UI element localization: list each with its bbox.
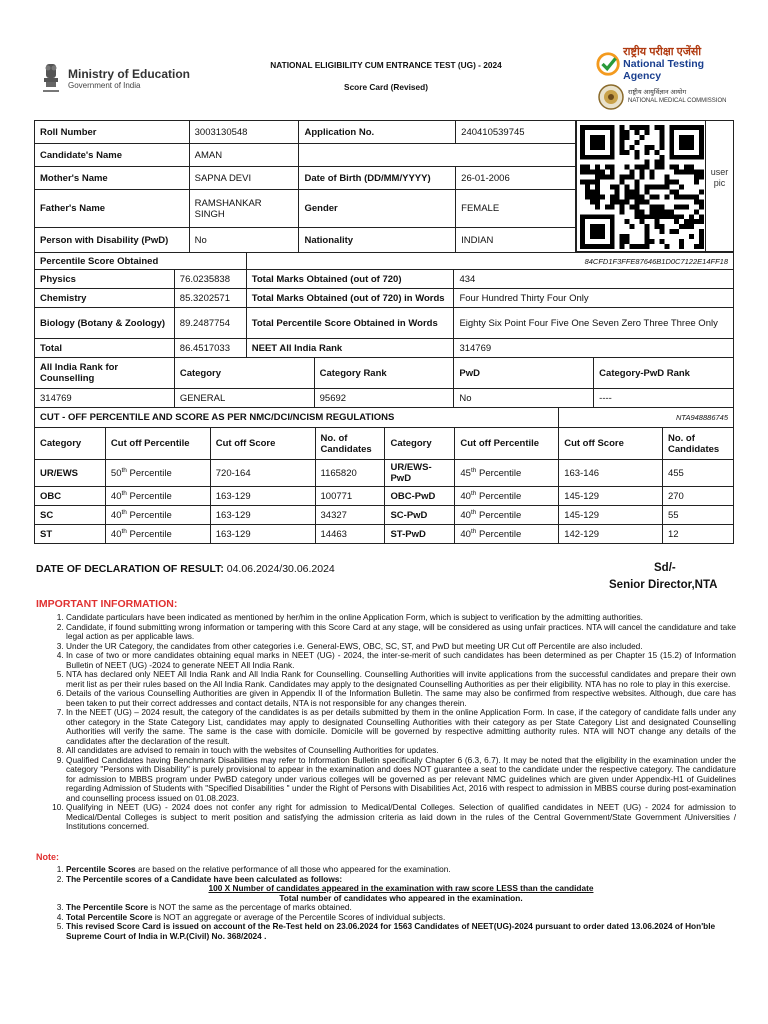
cutoff-category: UR/EWS bbox=[35, 460, 106, 487]
cutoff-count: 270 bbox=[662, 487, 733, 506]
nationality-label: Nationality bbox=[299, 228, 456, 253]
cutoff-category: SC bbox=[35, 506, 106, 525]
important-item: 4. In case of two or more candidates obtaining equal marks in NEET (UG) - 2024, the inter-se-merit of such candidates has been determined as per Chapter 15 (15.2) of Information Bulletin of NEET (UG) -2024 to generate NEET All India Rank. bbox=[66, 651, 736, 670]
qr-code bbox=[576, 120, 706, 252]
percentile-section-label: Percentile Score Obtained bbox=[35, 253, 247, 270]
declaration-date: 04.06.2024/30.06.2024 bbox=[226, 563, 335, 575]
cutoff-percentile-number: 40 bbox=[110, 510, 122, 522]
nmc-english: NATIONAL MEDICAL COMMISSION bbox=[628, 98, 727, 104]
physics-label: Physics bbox=[35, 270, 175, 289]
important-item: 9. Qualified Candidates having Benchmark Disabilities may refer to Information Bulletin specifically Chapter 6 (6.3, 6.7). It may be noted that the eligibility in the examination under the category "Persons with Disability" is purely provisional to appear in the examination and does NOT guarantee a seat to the candidate under the respective category. The candidature for admission to MBBS program under PwBD category under various colleges will be governed as per relevant NMC guidelines which are given under Appendix-H1 of Guidelines regarding Admission of Students with "Specified Disabilities " under the Right of Persons with Disabilities Act, 2016 with respect to admission in MBBS course during post-examination and counselling process issued on 01.08.2023. bbox=[66, 756, 736, 804]
father-label: Father's Name bbox=[35, 190, 190, 228]
note-bold: Total Percentile Score bbox=[66, 911, 153, 922]
note-title: Note: bbox=[36, 852, 59, 862]
page-subtitle: Score Card (Revised) bbox=[344, 82, 428, 92]
important-item: 5. NTA has declared only NEET All India Rank and All India Rank for Counselling. Counselling Authorities will invite applications from the successful candidates and prepare their own merit list as per their rules based on the All India Rank. Candidates may apply to the designated Counselling Authorities as per their eligibility. NTA has no role to play in this exercise. bbox=[66, 670, 736, 689]
total-value: 86.4517033 bbox=[174, 339, 246, 358]
cutoff-percentile-word: Percentile bbox=[126, 468, 172, 480]
note-bold: This revised Score Card is issued on account of the Re-Test held on 23.06.2024 for 1563 Candidates of NEET(UG)-2024 pursuant to order dated 13.06.2024 of Hon'ble Supreme Court of India in W.P.(Civil) No. 368/2024 . bbox=[66, 921, 716, 941]
father-value: RAMSHANKAR SINGH bbox=[189, 190, 299, 228]
cutoff-percentile-word: Percentile bbox=[126, 529, 172, 541]
signatory-designation: Senior Director,NTA bbox=[609, 579, 718, 591]
cutoff-percentile bbox=[455, 460, 559, 487]
cutoff-percentile-number: 40 bbox=[110, 529, 122, 541]
cutoff-percentile-suffix: th bbox=[470, 489, 477, 497]
ministry-name: Ministry of Education bbox=[68, 66, 191, 81]
rank-value-pwd: No bbox=[454, 389, 594, 408]
header bbox=[36, 44, 736, 114]
marks-label: Total Marks Obtained (out of 720) bbox=[246, 270, 454, 289]
cutoff-percentile-suffix: th bbox=[470, 527, 477, 535]
cutoff-count: 100771 bbox=[315, 487, 385, 506]
cutoff-percentile-word: Percentile bbox=[476, 510, 522, 522]
cutoff-percentile bbox=[105, 487, 210, 506]
rank-value-category: GENERAL bbox=[174, 389, 314, 408]
note-text: are based on the relative performance of all those who appeared for the examination. bbox=[135, 864, 451, 874]
gender-label: Gender bbox=[299, 190, 456, 228]
air-value: 314769 bbox=[454, 339, 734, 358]
cutoff-category: OBC bbox=[35, 487, 106, 506]
percentile-formula bbox=[66, 884, 736, 903]
marks-value: 434 bbox=[454, 270, 734, 289]
declaration bbox=[36, 563, 335, 575]
nta-check-icon bbox=[596, 51, 620, 77]
note-text: is NOT an aggregate or average of the Percentile Scores of individual subjects. bbox=[152, 911, 446, 922]
rank-header-air: All India Rank for Counselling bbox=[35, 358, 175, 389]
nmc-logo bbox=[598, 84, 726, 110]
cutoff-count: 455 bbox=[662, 460, 733, 487]
note-bold: Percentile Scores bbox=[66, 864, 136, 874]
dob-value: 26-01-2006 bbox=[456, 167, 576, 190]
govt-name: Government of India bbox=[68, 80, 141, 90]
important-list bbox=[36, 613, 736, 832]
cutoff-percentile-suffix: th bbox=[470, 466, 477, 474]
cutoff-title: CUT - OFF PERCENTILE AND SCORE AS PER NMC/DCI/NCISM REGULATIONS bbox=[35, 408, 559, 428]
formula-denominator: Total number of candidates who appeared in the examination. bbox=[279, 892, 523, 903]
cutoff-header: Cut off Percentile bbox=[105, 428, 210, 460]
formula-numerator: 100 X Number of candidates appeared in the examination with raw score LESS than the candidate bbox=[208, 883, 594, 893]
nmc-seal-icon bbox=[598, 84, 624, 110]
cutoff-score: 163-129 bbox=[210, 487, 315, 506]
mother-label: Mother's Name bbox=[35, 167, 190, 190]
cutoff-header: No. of Candidates bbox=[662, 428, 733, 460]
important-item: 8. All candidates are advised to remain in touch with the websites of Counselling Authorities for updates. bbox=[66, 746, 736, 756]
chemistry-value: 85.3202571 bbox=[174, 289, 246, 308]
important-title: IMPORTANT INFORMATION: bbox=[36, 598, 178, 610]
notes-list bbox=[36, 865, 736, 941]
cutoff-count: 34327 bbox=[315, 506, 385, 525]
biology-label: Biology (Botany & Zoology) bbox=[35, 308, 175, 339]
candidate-table bbox=[34, 120, 576, 253]
cutoff-row bbox=[35, 460, 734, 487]
cutoff-percentile-word: Percentile bbox=[476, 491, 522, 503]
physics-value: 76.0235838 bbox=[174, 270, 246, 289]
cutoff-percentile-word: Percentile bbox=[476, 529, 522, 541]
cutoff-row bbox=[35, 525, 734, 544]
important-item: 1. Candidate particulars have been indicated as mentioned by her/him in the online Application Form, which is subject to verification by the admitting authorities. bbox=[66, 613, 736, 623]
note-bold: The Percentile scores of a Candidate have been calculated as follows: bbox=[66, 873, 343, 884]
cutoff-count: 14463 bbox=[315, 525, 385, 544]
score-hash: 84CFD1F3FFE87646B1D0C7122E14FF18 bbox=[246, 253, 733, 270]
pct-words-label: Total Percentile Score Obtained in Words bbox=[246, 308, 454, 339]
marks-words-label: Total Marks Obtained (out of 720) in Words bbox=[246, 289, 454, 308]
cutoff-percentile-suffix: th bbox=[121, 508, 127, 516]
cutoff-score: 163-129 bbox=[210, 525, 315, 544]
cutoff-code: NTA948886745 bbox=[559, 408, 734, 428]
cutoff-score: 142-129 bbox=[559, 525, 663, 544]
rank-value-pwd-rank: ---- bbox=[594, 389, 734, 408]
ministry-logo bbox=[40, 62, 190, 96]
cutoff-category: SC-PwD bbox=[385, 506, 455, 525]
cutoff-percentile bbox=[105, 506, 210, 525]
chemistry-label: Chemistry bbox=[35, 289, 175, 308]
cutoff-percentile-number: 40 bbox=[110, 491, 122, 503]
gender-value: FEMALE bbox=[456, 190, 576, 228]
cutoff-category: ST-PwD bbox=[385, 525, 455, 544]
cutoff-row bbox=[35, 506, 734, 525]
cutoff-percentile bbox=[455, 487, 559, 506]
ranks-table bbox=[34, 357, 734, 408]
name-value: AMAN bbox=[189, 144, 299, 167]
nta-logo bbox=[596, 46, 736, 82]
national-emblem-icon bbox=[40, 62, 62, 96]
mother-value: SAPNA DEVI bbox=[189, 167, 299, 190]
cutoff-header: Category bbox=[385, 428, 455, 460]
cutoff-percentile-suffix: th bbox=[470, 508, 477, 516]
rank-header-category-rank: Category Rank bbox=[314, 358, 454, 389]
cutoff-header: Cut off Score bbox=[210, 428, 315, 460]
pct-words-value: Eighty Six Point Four Five One Seven Zero Three Three Only bbox=[454, 308, 734, 339]
cutoff-score: 145-129 bbox=[559, 506, 663, 525]
note-bold: The Percentile Score bbox=[66, 902, 149, 912]
cutoff-score: 163-146 bbox=[559, 460, 663, 487]
cutoff-score: 720-164 bbox=[210, 460, 315, 487]
important-item: 10. Qualifying in NEET (UG) - 2024 does not confer any right for admission to Medical/Dental Colleges. Selection of qualified candidates in NEET (UG) - 2024 for admission to Medical/Dental Colleges is subject to merit position and satisfying the admission criteria as laid down in the rules of the Central Government/State Government /Universities / Institutions concerned. bbox=[66, 803, 736, 832]
cutoff-category: UR/EWS-PwD bbox=[385, 460, 455, 487]
air-label: NEET All India Rank bbox=[246, 339, 454, 358]
cutoff-percentile-number: 40 bbox=[460, 491, 471, 503]
total-label: Total bbox=[35, 339, 175, 358]
rank-value-air: 314769 bbox=[35, 389, 175, 408]
signature: Sd/- bbox=[654, 562, 676, 574]
page-title: NATIONAL ELIGIBILITY CUM ENTRANCE TEST (UG) - 2024 bbox=[270, 60, 502, 70]
scores-table bbox=[34, 252, 734, 358]
important-item: 2. Candidate, if found submitting wrong information or tampering with this Score Card at any stage, will be considered as using unfair practices. NTA will cancel the candidature and take legal action as per applicable laws. bbox=[66, 623, 736, 642]
nta-hindi: राष्ट्रीय परीक्षा एजेंसी bbox=[623, 46, 702, 58]
nmc-hindi: राष्ट्रीय आयुर्विज्ञान आयोग bbox=[628, 89, 687, 96]
pwd-label: Person with Disability (PwD) bbox=[35, 228, 190, 253]
rank-header-pwd: PwD bbox=[454, 358, 594, 389]
cutoff-percentile-number: 45 bbox=[460, 468, 471, 480]
roll-label: Roll Number bbox=[35, 121, 190, 144]
empty-cell bbox=[299, 144, 576, 167]
cutoff-percentile bbox=[455, 525, 559, 544]
cutoff-score: 163-129 bbox=[210, 506, 315, 525]
app-value: 240410539745 bbox=[456, 121, 576, 144]
cutoff-percentile-number: 40 bbox=[460, 510, 471, 522]
note-item bbox=[66, 875, 736, 904]
cutoff-header: No. of Candidates bbox=[315, 428, 385, 460]
name-label: Candidate's Name bbox=[35, 144, 190, 167]
app-label: Application No. bbox=[299, 121, 456, 144]
cutoff-percentile-word: Percentile bbox=[126, 491, 172, 503]
cutoff-header: Cut off Score bbox=[559, 428, 663, 460]
rank-header-pwd-rank: Category-PwD Rank bbox=[594, 358, 734, 389]
qr-code-icon bbox=[580, 124, 704, 250]
nationality-value: INDIAN bbox=[456, 228, 576, 253]
important-item: 7. In the NEET (UG) – 2024 result, the category of the candidates is as per details submitted by them in the online Application Form. In case, if the category of candidate falls under any other category in the State Category List, candidates may apply to designated Counselling Authorities with their category as per State Category List and designated Counselling Authorities will verify the same. The same is the case with domicile. Domicile will be governed by respective admitting authority rules. NTA will NOT change any details of the candidates after the declaration of the result. bbox=[66, 708, 736, 746]
cutoff-percentile-number: 50 bbox=[110, 468, 122, 480]
important-item: 6. Details of the various Counselling Authorities are given in Appendix II of the Information Bulletin. The same may also be confirmed from respective websites. Although, due care has been taken to put their correct addresses and contact details, NTA is not responsible for any changes therein. bbox=[66, 689, 736, 708]
declaration-label: DATE OF DECLARATION OF RESULT: bbox=[36, 563, 224, 575]
cutoff-percentile-suffix: th bbox=[121, 527, 127, 535]
cutoff-table bbox=[34, 407, 734, 544]
cutoff-header: Cut off Percentile bbox=[455, 428, 559, 460]
marks-words-value: Four Hundred Thirty Four Only bbox=[454, 289, 734, 308]
cutoff-count: 55 bbox=[662, 506, 733, 525]
user-photo: user pic bbox=[706, 120, 734, 252]
cutoff-header: Category bbox=[35, 428, 106, 460]
cutoff-category: ST bbox=[35, 525, 106, 544]
note-text: is NOT the same as the percentage of marks obtained. bbox=[148, 902, 352, 912]
important-item: 3. Under the UR Category, the candidates from other categories i.e. General-EWS, OBC, SC, ST, and PwD but meeting UR Cut off Percentile are also included. bbox=[66, 642, 736, 652]
cutoff-count: 12 bbox=[662, 525, 733, 544]
cutoff-percentile-number: 40 bbox=[460, 529, 471, 541]
cutoff-row bbox=[35, 487, 734, 506]
roll-value: 3003130548 bbox=[189, 121, 299, 144]
cutoff-percentile-suffix: th bbox=[121, 466, 127, 474]
rank-value-category-rank: 95692 bbox=[314, 389, 454, 408]
dob-label: Date of Birth (DD/MM/YYYY) bbox=[299, 167, 456, 190]
cutoff-percentile-word: Percentile bbox=[126, 510, 172, 522]
cutoff-percentile bbox=[455, 506, 559, 525]
cutoff-percentile-word: Percentile bbox=[476, 468, 522, 480]
note-item bbox=[66, 922, 736, 941]
nta-english: National Testing Agency bbox=[623, 58, 705, 82]
cutoff-count: 1165820 bbox=[315, 460, 385, 487]
biology-value: 89.2487754 bbox=[174, 308, 246, 339]
pwd-value: No bbox=[189, 228, 299, 253]
cutoff-percentile bbox=[105, 460, 210, 487]
cutoff-score: 145-129 bbox=[559, 487, 663, 506]
cutoff-percentile-suffix: th bbox=[121, 489, 127, 497]
cutoff-percentile bbox=[105, 525, 210, 544]
rank-header-category: Category bbox=[174, 358, 314, 389]
cutoff-category: OBC-PwD bbox=[385, 487, 455, 506]
